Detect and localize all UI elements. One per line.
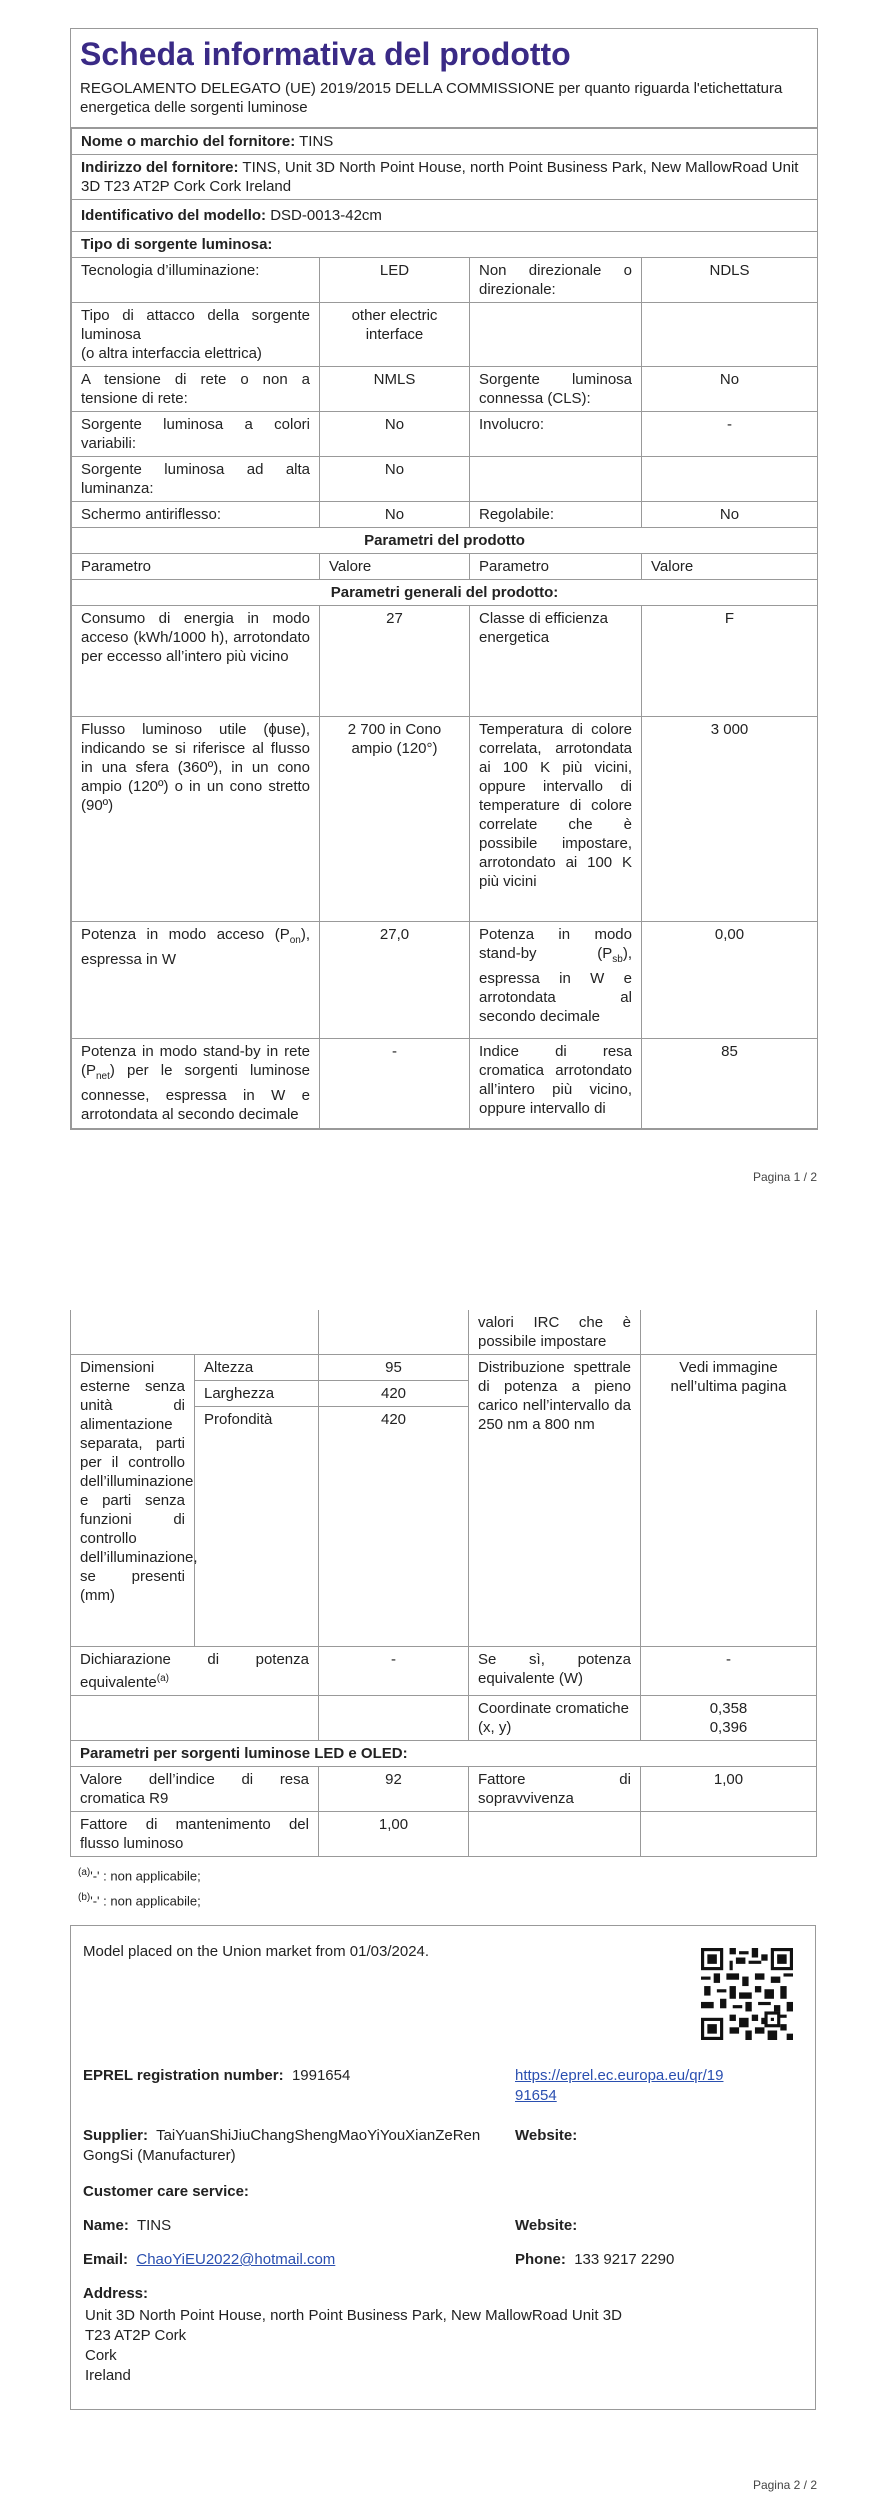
energy-value: 27: [320, 606, 470, 717]
model-row: [72, 200, 818, 232]
spd-value: Vedi immagine nell’ultima pagina: [641, 1355, 817, 1647]
connected-label: Sorgente luminosa connessa (CLS):: [470, 367, 642, 412]
technology-row: [72, 258, 818, 303]
dimmable-label: Regolabile:: [470, 502, 642, 528]
page-number-2: Pagina 2 / 2: [752, 2478, 817, 2492]
antiglare-row: [72, 502, 818, 528]
depth-value: 420: [319, 1407, 469, 1647]
page-2: [0, 1300, 887, 2510]
flux-value: 2 700 in Cono ampio (120°): [320, 717, 470, 922]
eprel-info-box: [70, 1925, 816, 2410]
product-params-row: [72, 528, 818, 554]
address-label: Address:: [83, 2285, 149, 2302]
supplier-name-label: Nome o marchio del fornitore:: [81, 133, 296, 150]
tech-label: Tecnologia d’illuminazione:: [72, 258, 320, 303]
dimmable-value: No: [642, 502, 818, 528]
name-label: Name:: [83, 2217, 129, 2234]
r9-row: [71, 1767, 817, 1812]
standby-net-row: [72, 1039, 818, 1129]
maintenance-label: Fattore di mantenimento del flusso luminoso: [71, 1812, 319, 1857]
note-b: $^{(b)}$'-' : non applicabile;: [78, 1892, 201, 1909]
customer-care-label: Customer care service:: [83, 2183, 249, 2200]
flux-row: [72, 717, 818, 922]
depth-label: Profondità: [195, 1407, 319, 1647]
eprel-value: 1991654: [291, 2067, 351, 2084]
cri-continued-row: [71, 1310, 817, 1355]
qr-code-icon[interactable]: [701, 1948, 793, 2040]
colour-tunable-value: No: [320, 412, 470, 457]
equiv-power-label: Se sì, potenza equivalente (W): [469, 1647, 641, 1696]
page-1: [0, 0, 887, 1200]
mains-value: NMLS: [320, 367, 470, 412]
address-block: Unit 3D North Point House, north Point Business Park, New MallowRoad Unit 3D T23 AT2P Cork Cork Ireland: [85, 2307, 622, 2384]
cct-label: Temperatura di colore correlata, arrotondata ai 100 K più vicini, oppure intervallo di temperature di colore correlate che è possibile impostare, arrotondato ai 100 K più vicini: [470, 717, 642, 922]
light-source-type-row: [72, 232, 818, 258]
nondir-label: Non direzionale o direzionale:: [470, 258, 642, 303]
envelope-label: Involucro:: [470, 412, 642, 457]
power-on-row: [72, 922, 818, 1039]
mains-row: [72, 367, 818, 412]
general-params-row: [72, 580, 818, 606]
pnet-value: -: [320, 1039, 470, 1129]
connected-value: No: [642, 367, 818, 412]
email-label: Email:: [83, 2251, 129, 2268]
supplier-address-value: TINS, Unit 3D North Point House, north Point Business Park, New MallowRoad Unit 3D T23 AT2P Cork Cork Ireland: [81, 159, 799, 195]
spd-label: Distribuzione spettrale di potenza a pieno carico nell’intervallo da 250 nm a 800 nm: [469, 1355, 641, 1647]
col-param-1: Parametro: [72, 554, 320, 580]
general-params-header: Parametri generali del prodotto:: [72, 580, 818, 606]
supplier-address-label: Indirizzo del fornitore:: [81, 159, 239, 176]
survival-label: Fattore di sopravvivenza: [469, 1767, 641, 1812]
col-param-2: Parametro: [470, 554, 642, 580]
pon-value: 27,0: [320, 922, 470, 1039]
chroma-row: [71, 1696, 817, 1741]
equiv-value: -: [319, 1647, 469, 1696]
info-table: [71, 128, 818, 1129]
website2-label: Website:: [515, 2217, 578, 2234]
cri-value: 85: [642, 1039, 818, 1129]
email-link[interactable]: ChaoYiEU2022@hotmail.com: [136, 2251, 336, 2268]
eprel-link[interactable]: https://eprel.ec.europa.eu/qr/19 91654: [515, 2067, 724, 2104]
phone-label: Phone:: [515, 2251, 566, 2268]
energy-row: [72, 606, 818, 717]
colour-tunable-row: [72, 412, 818, 457]
height-label: Altezza: [195, 1355, 319, 1381]
high-lum-value: No: [320, 457, 470, 502]
led-header: Parametri per sorgenti luminose LED e OLED:: [71, 1741, 817, 1767]
equiv-row: [71, 1647, 817, 1696]
mains-label: A tensione di rete o non a tensione di rete:: [72, 367, 320, 412]
supplier-address-row: [72, 155, 818, 200]
col-value-1: Valore: [320, 554, 470, 580]
product-params-header: Parametri del prodotto: [72, 528, 818, 554]
info-table-continued: [70, 1310, 817, 1857]
energy-label: Consumo di energia in modo acceso (kWh/1000 h), arrotondato per eccesso all’intero più vicino: [72, 606, 320, 717]
supplier-value-1: TaiYuanShiJiuChangShengMaoYiYouXianZeRen: [156, 2127, 481, 2144]
column-header-row: [72, 554, 818, 580]
led-params-row: [71, 1741, 817, 1767]
flux-label: Flusso luminoso utile (ɸuse), indicando se si riferisce al flusso in una sfera (360º), in un cono ampio (120º) o in un cono stretto (90º): [72, 717, 320, 922]
width-value: 420: [319, 1381, 469, 1407]
phone-value: 133 9217 2290: [574, 2251, 675, 2268]
supplier-name-value: TINS: [299, 133, 334, 150]
eff-class-value: F: [642, 606, 818, 717]
eprel-label: EPREL registration number:: [83, 2067, 284, 2084]
envelope-value: -: [642, 412, 818, 457]
psb-label: Potenza in modo stand-by $(P_{sb})$, espressa in W e arrotondata al secondo decimale: [470, 922, 642, 1039]
height-value: 95: [319, 1355, 469, 1381]
footnotes: [78, 1862, 201, 1913]
market-text: Model placed on the Union market from 01/03/2024.: [83, 1943, 430, 1960]
model-value: DSD-0013-42cm: [270, 207, 382, 224]
dims-height-row: [71, 1355, 817, 1381]
cap-row: [72, 303, 818, 367]
high-luminance-row: [72, 457, 818, 502]
tech-value: LED: [320, 258, 470, 303]
chroma-x: 0,358: [709, 1700, 748, 1717]
colour-tunable-label: Sorgente luminosa a colori variabili:: [72, 412, 320, 457]
light-source-type-header: Tipo di sorgente luminosa:: [72, 232, 818, 258]
website-label: Website:: [515, 2127, 578, 2144]
cri-label: Indice di resa cromatica arrotondato all’intero più vicino, oppure intervallo di: [470, 1039, 642, 1129]
maintenance-row: [71, 1812, 817, 1857]
pon-label: Potenza in modo acceso $(P_{on})$, espressa in W: [72, 922, 320, 1039]
nondir-value: NDLS: [642, 258, 818, 303]
col-value-2: Valore: [642, 554, 818, 580]
dims-label: Dimensioni esterne senza unità di alimentazione separata, parti per il controllo dell’illuminazione e parti senza funzioni di controllo dell’illuminazione, se presenti (mm): [71, 1355, 195, 1647]
antiglare-value: No: [320, 502, 470, 528]
cct-value: 3 000: [642, 717, 818, 922]
chroma-y: 0,396: [709, 1719, 748, 1736]
supplier-value-2: GongSi (Manufacturer): [83, 2147, 236, 2164]
product-info-sheet: [70, 28, 818, 1130]
name-value: TINS: [136, 2217, 172, 2234]
maintenance-value: 1,00: [319, 1812, 469, 1857]
note-a: $^{(a)}$'-' : non applicabile;: [78, 1867, 201, 1884]
eff-class-label: Classe di efficienza energetica: [470, 606, 642, 717]
page-title: Scheda informativa del prodotto: [80, 36, 571, 72]
pnet-label: Potenza in modo stand-by in rete $(P_{net})$ per le sorgenti luminose connesse, espressa in W e arrotondata al secondo decimale: [72, 1039, 320, 1129]
r9-label: Valore dell’indice di resa cromatica R9: [71, 1767, 319, 1812]
equiv-label: Dichiarazione di potenza equivalente$^{(a)}$: [71, 1647, 319, 1696]
high-lum-label: Sorgente luminosa ad alta luminanza:: [72, 457, 320, 502]
cri-label-cont: valori IRC che è possibile impostare: [469, 1310, 641, 1355]
cap-label-2: (o altra interfaccia elettrica): [81, 345, 262, 362]
psb-value: 0,00: [642, 922, 818, 1039]
equiv-power-value: -: [641, 1647, 817, 1696]
supplier-name-row: [72, 129, 818, 155]
chroma-label: Coordinate cromatiche (x, y): [469, 1696, 641, 1741]
antiglare-label: Schermo antiriflesso:: [72, 502, 320, 528]
cap-label: Tipo di attacco della sorgente luminosa: [81, 307, 310, 343]
width-label: Larghezza: [195, 1381, 319, 1407]
page-number-1: Pagina 1 / 2: [752, 1170, 817, 1184]
supplier-label: Supplier:: [83, 2127, 149, 2144]
regulation-text: REGOLAMENTO DELEGATO (UE) 2019/2015 DELLA COMMISSIONE per quanto riguarda l'etichettatura energetica delle sorgenti luminose: [71, 75, 817, 128]
model-label: Identificativo del modello:: [81, 207, 267, 224]
cap-value: other electric interface: [320, 303, 470, 367]
survival-value: 1,00: [641, 1767, 817, 1812]
r9-value: 92: [319, 1767, 469, 1812]
